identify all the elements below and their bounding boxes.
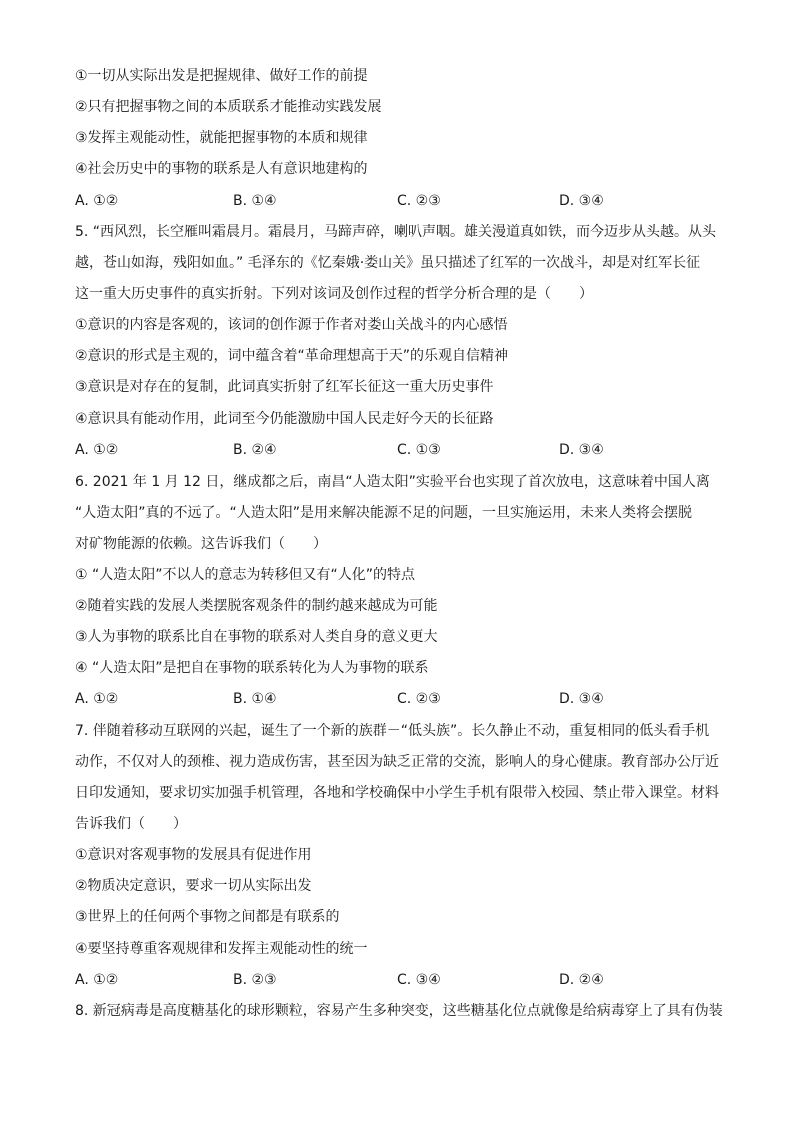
q6-stem-line-3: 对矿物能源的依赖。这告诉我们（ ） <box>75 536 327 552</box>
q6-option-b: B. ①④ <box>233 691 277 707</box>
q4-statement-4: ④社会历史中的事物的联系是人有意识地建构的 <box>75 161 368 177</box>
q6-stem-line-1: 6. 2021 年 1 月 12 日，继成都之后，南昌“人造太阳”实验平台也实现了首次放电，这意味着中国人离 <box>75 474 710 490</box>
q7-statement-2: ②物质决定意识，要求一切从实际出发 <box>75 878 312 894</box>
q7-statement-4: ④要坚持尊重客观规律和发挥主观能动性的统一 <box>75 941 368 957</box>
q5-stem-line-2: 越，苍山如海，残阳如血。” 毛泽东的《忆秦娥·娄山关》虽只描述了红军的一次战斗，却是对红军长征 <box>75 255 701 271</box>
q6-statement-4: ④ “人造太阳”是把自在事物的联系转化为人为事物的联系 <box>75 660 429 676</box>
q7-option-c: C. ③④ <box>397 972 441 988</box>
q5-option-c: C. ①③ <box>397 442 441 458</box>
q6-options <box>75 689 735 709</box>
q6-stem-line-2: “人造太阳”真的不远了。“人造太阳”是用来解决能源不足的问题，一旦实施运用，未来人类将会摆脱 <box>75 505 693 521</box>
q4-option-b: B. ①④ <box>233 193 277 209</box>
q5-statement-4: ④意识具有能动作用，此词至今仍能激励中国人民走好今天的长征路 <box>75 411 494 427</box>
q7-statement-1: ①意识对客观事物的发展具有促进作用 <box>75 847 312 863</box>
q7-stem-line-1: 7. 伴随着移动互联网的兴起，诞生了一个新的族群－“低头族”。长久静止不动，重复相同的低头看手机 <box>75 723 710 739</box>
q7-stem-line-4: 告诉我们（ ） <box>75 816 187 832</box>
q5-stem-line-3: 这一重大历史事件的真实折射。下列对该词及创作过程的哲学分析合理的是（ ） <box>75 286 593 302</box>
q5-option-b: B. ②④ <box>233 442 277 458</box>
q5-statement-1: ①意识的内容是客观的，该词的创作源于作者对娄山关战斗的内心感悟 <box>75 317 508 333</box>
q6-option-c: C. ②③ <box>397 691 441 707</box>
q6-option-a: A. ①② <box>75 691 119 707</box>
q6-option-d: D. ③④ <box>559 691 604 707</box>
q4-option-a: A. ①② <box>75 193 119 209</box>
q7-options <box>75 970 735 990</box>
q6-statement-3: ③人为事物的联系比自在事物的联系对人类自身的意义更大 <box>75 629 438 645</box>
q4-options <box>75 191 735 211</box>
q6-statement-2: ②随着实践的发展人类摆脱客观条件的制约越来越成为可能 <box>75 598 438 614</box>
q4-option-d: D. ③④ <box>559 193 604 209</box>
q5-options <box>75 440 735 460</box>
q5-option-a: A. ①② <box>75 442 119 458</box>
q4-statement-2: ②只有把握事物之间的本质联系才能推动实践发展 <box>75 99 382 115</box>
q5-stem-line-1: 5. “西风烈，长空雁叫霜晨月。霜晨月，马蹄声碎，喇叭声咽。雄关漫道真如铁，而今迈步从头越。从头 <box>75 224 717 240</box>
q8-stem-line-1: 8. 新冠病毒是高度糖基化的球形颗粒，容易产生多种突变，这些糖基化位点就像是给病毒穿上了具有伪装 <box>75 1003 723 1019</box>
q4-option-c: C. ②③ <box>397 193 441 209</box>
q7-option-d: D. ②④ <box>559 972 604 988</box>
q7-stem-line-3: 日印发通知，要求切实加强手机管理，各地和学校确保中小学生手机有限带入校园、禁止带入课堂。材料 <box>75 785 719 801</box>
q7-statement-3: ③世界上的任何两个事物之间都是有联系的 <box>75 909 340 925</box>
q6-statement-1: ① “人造太阳”不以人的意志为转移但又有“人化”的特点 <box>75 567 416 583</box>
q4-statement-1: ①一切从实际出发是把握规律、做好工作的前提 <box>75 68 368 84</box>
q4-statement-3: ③发挥主观能动性，就能把握事物的本质和规律 <box>75 130 368 146</box>
q5-option-d: D. ③④ <box>559 442 604 458</box>
q5-statement-3: ③意识是对存在的复制，此词真实折射了红军长征这一重大历史事件 <box>75 379 494 395</box>
q5-statement-2: ②意识的形式是主观的，词中蕴含着“革命理想高于天”的乐观自信精神 <box>75 348 509 364</box>
q7-stem-line-2: 动作，不仅对人的颈椎、视力造成伤害，甚至因为缺乏正常的交流，影响人的身心健康。教育部办公厅近 <box>75 754 719 770</box>
q7-option-a: A. ①② <box>75 972 119 988</box>
q7-option-b: B. ②③ <box>233 972 277 988</box>
